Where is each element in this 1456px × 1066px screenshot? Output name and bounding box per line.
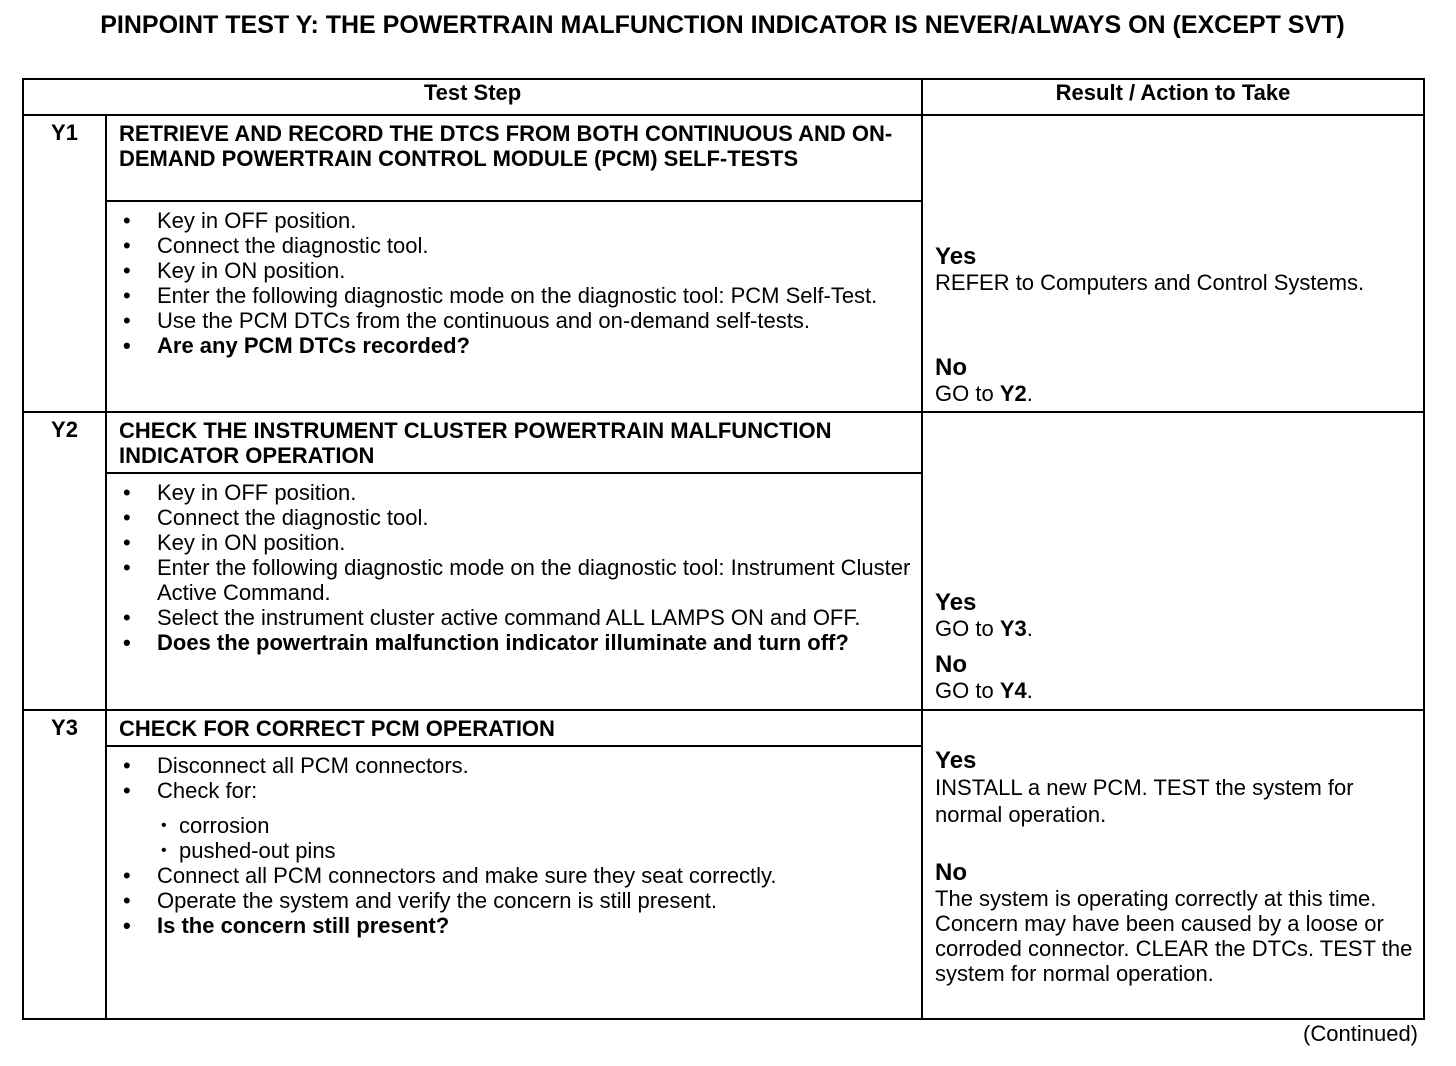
question-item: • Are any PCM DTCs recorded? bbox=[119, 333, 911, 358]
page-title: PINPOINT TEST Y: THE POWERTRAIN MALFUNCTION INDICATOR IS NEVER/ALWAYS ON (EXCEPT SVT) bbox=[100, 11, 1345, 39]
no-label: No bbox=[935, 859, 968, 886]
result-y3-no bbox=[935, 859, 1417, 986]
no-label: No bbox=[935, 651, 968, 678]
goto-link-y2: Y2 bbox=[999, 381, 1027, 406]
list-item: • Key in OFF position. bbox=[119, 480, 911, 505]
step-id-y1: Y1 bbox=[23, 115, 106, 201]
yes-label: Yes bbox=[935, 243, 977, 270]
id-spacer bbox=[23, 201, 106, 412]
step-list bbox=[119, 480, 911, 655]
step-body-y2 bbox=[106, 473, 922, 710]
yes-label: Yes bbox=[935, 747, 977, 774]
step-id-y3: Y3 bbox=[23, 710, 106, 746]
question-item: • Does the powertrain malfunction indicator illuminate and turn off? bbox=[119, 630, 911, 655]
goto-link-y4: Y4 bbox=[999, 678, 1027, 703]
header-result: Result / Action to Take bbox=[922, 79, 1424, 115]
step-list bbox=[119, 753, 911, 938]
step-y3-title-row bbox=[23, 710, 1424, 746]
list-item: • Select the instrument cluster active command ALL LAMPS ON and OFF. bbox=[119, 605, 911, 630]
step-title-y1: RETRIEVE AND RECORD THE DTCS FROM BOTH CONTINUOUS AND ON-DEMAND POWERTRAIN CONTROL MODULE (PCM) SELF-TESTS bbox=[106, 115, 922, 201]
question-item: • Is the concern still present? bbox=[119, 913, 911, 938]
yes-label: Yes bbox=[935, 589, 977, 616]
header-test-step: Test Step bbox=[23, 79, 922, 115]
step-id-y2: Y2 bbox=[23, 412, 106, 473]
sub-item: • corrosion bbox=[157, 813, 911, 838]
step-y2-title-row bbox=[23, 412, 1424, 473]
id-spacer bbox=[23, 746, 106, 1019]
list-item: • Connect the diagnostic tool. bbox=[119, 233, 911, 258]
list-item: • Enter the following diagnostic mode on the diagnostic tool: Instrument Cluster Active Command. bbox=[119, 555, 911, 605]
list-item: • Check for: • corrosion • pushed-out pins bbox=[119, 778, 911, 863]
list-item: • Connect the diagnostic tool. bbox=[119, 505, 911, 530]
list-item: • Enter the following diagnostic mode on the diagnostic tool: PCM Self-Test. bbox=[119, 283, 911, 308]
result-y1-yes bbox=[935, 243, 1417, 295]
no-action: GO to Y4. bbox=[935, 678, 1033, 703]
id-spacer bbox=[23, 473, 106, 710]
list-item: • Key in ON position. bbox=[119, 530, 911, 555]
no-action: GO to Y2. bbox=[935, 381, 1033, 406]
list-item: • Key in ON position. bbox=[119, 258, 911, 283]
result-y2-no bbox=[935, 651, 1417, 703]
sub-item: • pushed-out pins bbox=[157, 838, 911, 863]
list-item: • Disconnect all PCM connectors. bbox=[119, 753, 911, 778]
step-list bbox=[119, 208, 911, 358]
sub-list bbox=[157, 813, 911, 863]
step-body-y1 bbox=[106, 201, 922, 412]
continued-note: (Continued) bbox=[1303, 1021, 1418, 1046]
result-y3-yes bbox=[935, 747, 1417, 828]
list-item: • Operate the system and verify the concern is still present. bbox=[119, 888, 911, 913]
table-header-row bbox=[23, 79, 1424, 115]
result-y1-no bbox=[935, 354, 1417, 406]
yes-action: INSTALL a new PCM. TEST the system for normal operation. bbox=[935, 775, 1354, 827]
no-action: The system is operating correctly at this time. Concern may have been caused by a loose or corroded connector. CLEAR the DTCs. TEST the system for normal operation. bbox=[935, 886, 1413, 986]
result-cell-y1 bbox=[922, 115, 1424, 412]
step-title-y3: CHECK FOR CORRECT PCM OPERATION bbox=[106, 710, 922, 746]
list-item: • Key in OFF position. bbox=[119, 208, 911, 233]
result-y2-yes bbox=[935, 589, 1417, 641]
goto-link-y3: Y3 bbox=[999, 616, 1027, 641]
result-cell-y2 bbox=[922, 412, 1424, 710]
pinpoint-test-table bbox=[22, 78, 1425, 1020]
step-y1-title-row bbox=[23, 115, 1424, 201]
list-item: • Use the PCM DTCs from the continuous and on-demand self-tests. bbox=[119, 308, 911, 333]
no-label: No bbox=[935, 354, 968, 381]
yes-action: GO to Y3. bbox=[935, 616, 1033, 641]
step-body-y3 bbox=[106, 746, 922, 1019]
yes-action: REFER to Computers and Control Systems. bbox=[935, 270, 1365, 295]
list-item: • Connect all PCM connectors and make sure they seat correctly. bbox=[119, 863, 911, 888]
step-title-y2: CHECK THE INSTRUMENT CLUSTER POWERTRAIN MALFUNCTION INDICATOR OPERATION bbox=[106, 412, 922, 473]
result-cell-y3 bbox=[922, 710, 1424, 1019]
